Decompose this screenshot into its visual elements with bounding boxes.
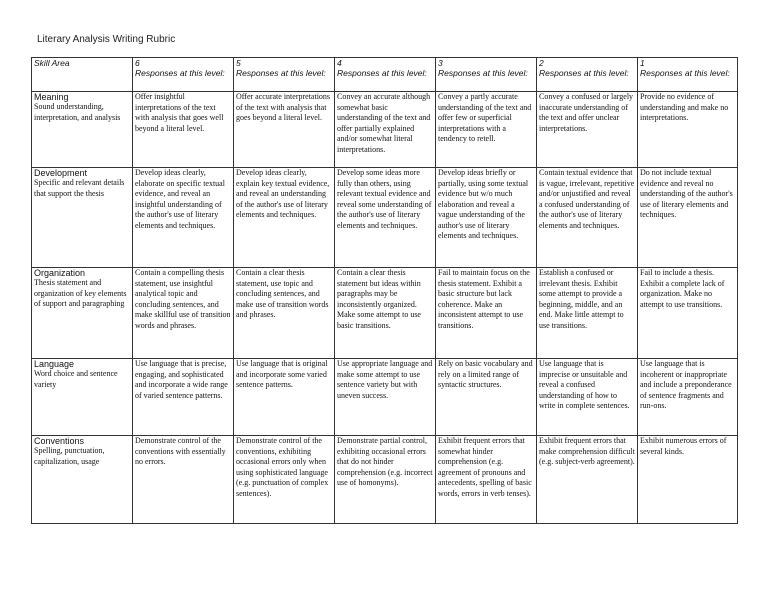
rubric-cell: Convey an accurate although somewhat basic understanding of the text and offer partially explained and/or somewhat literal interpretations. — [335, 92, 436, 168]
rubric-cell: Demonstrate partial control, exhibiting occasional errors that do not hinder comprehension (e.g. incorrect use of homonyms). — [335, 436, 436, 524]
rubric-cell: Fail to include a thesis. Exhibit a complete lack of organization. Make no attempt to use transitions. — [638, 268, 738, 359]
rubric-cell: Demonstrate control of the conventions, exhibiting occasional errors only when using sophisticated language (e.g. punctuation of complex sentences). — [234, 436, 335, 524]
skill-area-cell: Development Specific and relevant details that support the thesis — [32, 168, 133, 268]
rubric-cell: Use language that is incoherent or inappropriate and include a preponderance of sentence fragments and run-ons. — [638, 359, 738, 436]
rubric-cell: Convey a partly accurate understanding of the text and offer few or superficial interpretations with a tendency to retell. — [436, 92, 537, 168]
rubric-cell: Develop ideas briefly or partially, using some textual evidence but w/o much elaboration and reveal a vague understanding of the author's use of literary elements and techniques. — [436, 168, 537, 268]
header-level-3: 3 Responses at this level: — [436, 58, 537, 92]
rubric-cell: Exhibit frequent errors that make comprehension difficult (e.g. subject-verb agreement). — [537, 436, 638, 524]
rubric-cell: Offer accurate interpretations of the text with analysis that goes beyond a literal level. — [234, 92, 335, 168]
rubric-cell: Use language that is precise, engaging, and sophisticated and incorporate a wide range of varied sentence patterns. — [133, 359, 234, 436]
rubric-cell: Contain textual evidence that is vague, irrelevant, repetitive and/or unjustified and reveal a confused understanding of the author's use of literary elements and techniques. — [537, 168, 638, 268]
rubric-cell: Exhibit numerous errors of several kinds. — [638, 436, 738, 524]
skill-area-cell: Conventions Spelling, punctuation, capitalization, usage — [32, 436, 133, 524]
table-row — [32, 92, 738, 168]
rubric-cell: Use language that is original and incorporate some varied sentence patterns. — [234, 359, 335, 436]
document-title: Literary Analysis Writing Rubric — [37, 34, 176, 45]
header-level-1: 1 Responses at this level: — [638, 58, 738, 92]
rubric-cell: Demonstrate control of the conventions with essentially no errors. — [133, 436, 234, 524]
rubric-cell: Develop some ideas more fully than others, using relevant textual evidence and reveal some understanding of the author's use of literary elements and techniques. — [335, 168, 436, 268]
rubric-cell: Establish a confused or irrelevant thesis. Exhibit some attempt to provide a beginning, middle, and an end. Make little attempt to use transitions. — [537, 268, 638, 359]
rubric-cell: Provide no evidence of understanding and make no interpretations. — [638, 92, 738, 168]
rubric-cell: Rely on basic vocabulary and rely on a limited range of syntactic structures. — [436, 359, 537, 436]
header-level-5: 5 Responses at this level: — [234, 58, 335, 92]
skill-area-cell: Meaning Sound understanding, interpretation, and analysis — [32, 92, 133, 168]
rubric-cell: Offer insightful interpretations of the text with analysis that goes well beyond a literal level. — [133, 92, 234, 168]
rubric-cell: Contain a compelling thesis statement, use insightful analytical topic and concluding sentences, and make skillful use of transition words and phrases. — [133, 268, 234, 359]
rubric-cell: Develop ideas clearly, explain key textual evidence, and reveal an understanding of the author's use of literary elements and techniques. — [234, 168, 335, 268]
header-level-4: 4 Responses at this level: — [335, 58, 436, 92]
skill-area-cell: Language Word choice and sentence variety — [32, 359, 133, 436]
table-row — [32, 436, 738, 524]
header-skill-area: Skill Area — [32, 58, 133, 92]
rubric-cell: Exhibit frequent errors that somewhat hinder comprehension (e.g. agreement of pronouns and antecedents, spelling of basic words, errors in verb tenses). — [436, 436, 537, 524]
skill-area-cell: Organization Thesis statement and organization of key elements of support and paragraphing — [32, 268, 133, 359]
rubric-cell: Do not include textual evidence and reveal no understanding of the author's use of literary elements and techniques. — [638, 168, 738, 268]
rubric-cell: Use language that is imprecise or unsuitable and reveal a confused understanding of how to write in complete sentences. — [537, 359, 638, 436]
rubric-cell: Use appropriate language and make some attempt to use sentence variety but with uneven success. — [335, 359, 436, 436]
rubric-cell: Fail to maintain focus on the thesis statement. Exhibit a basic structure but lack coherence. Make an inconsistent attempt to use transitions. — [436, 268, 537, 359]
rubric-cell: Contain a clear thesis statement, use topic and concluding sentences, and make use of transition words and phrases. — [234, 268, 335, 359]
header-row — [32, 58, 738, 92]
rubric-table — [31, 57, 738, 524]
rubric-cell: Contain a clear thesis statement but ideas within paragraphs may be inconsistently organized. Make some attempt to use basic transitions. — [335, 268, 436, 359]
table-row — [32, 359, 738, 436]
rubric-cell: Develop ideas clearly, elaborate on specific textual evidence, and reveal an insightful understanding of the author's use of literary elements and techniques. — [133, 168, 234, 268]
header-level-6: 6 Responses at this level: — [133, 58, 234, 92]
rubric-cell: Convey a confused or largely inaccurate understanding of the text and offer unclear interpretations. — [537, 92, 638, 168]
table-row — [32, 268, 738, 359]
table-row — [32, 168, 738, 268]
header-level-2: 2 Responses at this level: — [537, 58, 638, 92]
